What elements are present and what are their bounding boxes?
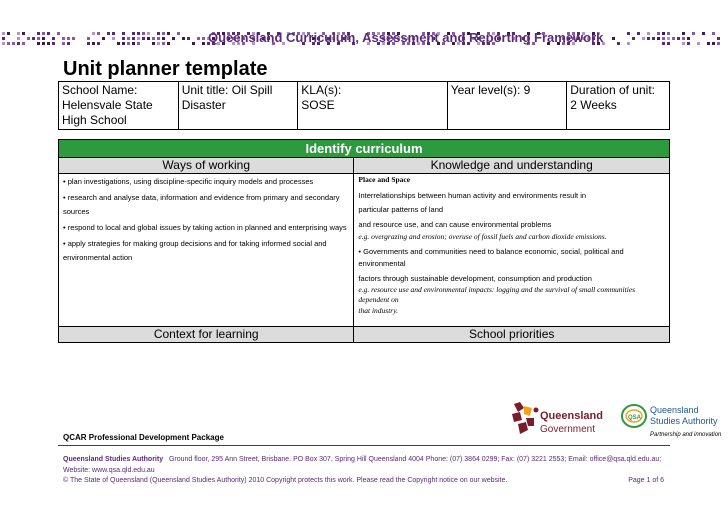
ways-of-working-heading: Ways of working: [59, 158, 354, 174]
duration-cell: Duration of unit: 2 Weeks: [567, 82, 670, 130]
copyright-text: © The State of Queensland (Queensland Studies Authority) 2010 Copyright protects this work. Please read the Copyright notice on our website.: [63, 477, 508, 484]
year-level-cell: Year level(s): 9: [447, 82, 567, 130]
unit-info-table: [58, 81, 670, 130]
page-number: Page 1 of 6: [628, 477, 664, 484]
footer-divider: [58, 445, 670, 446]
knowledge-content: [354, 174, 670, 327]
knowledge-text: factors through sustainable development, consumption and production: [358, 273, 592, 283]
knowledge-example: that industry.: [358, 306, 398, 315]
footer-copyright: [63, 477, 668, 484]
svg-text:Queensland: Queensland: [540, 410, 603, 422]
identify-curriculum-heading: Identify curriculum: [59, 140, 670, 158]
queensland-government-logo: [510, 400, 610, 440]
knowledge-text: • Governments and communities need to balance economic, social, political and environmental: [358, 246, 624, 268]
ways-item: • research and analyse data, information and evidence from primary and secondary sources: [63, 193, 340, 216]
knowledge-heading: Knowledge and understanding: [354, 158, 670, 174]
svg-text:QSA: QSA: [628, 415, 642, 421]
maroon-swirl-icon: [512, 402, 539, 434]
knowledge-example: e.g. resource use and environmental impacts: logging and the survival of small communities dependent on: [358, 285, 636, 304]
ways-item: • respond to local and global issues by taking action in planned and enterprising ways: [63, 223, 347, 232]
school-name-cell: School Name: Helensvale State High School: [59, 82, 179, 130]
strand-label: Place and Space: [358, 175, 411, 184]
curriculum-table: [58, 139, 670, 343]
footer-address: [63, 454, 668, 476]
context-for-learning-heading: Context for learning: [59, 327, 354, 343]
kla-cell: KLA(s): SOSE: [298, 82, 447, 130]
ways-item: • plan investigations, using discipline-specific inquiry models and processes: [63, 177, 314, 186]
framework-title: Queensland Curriculum, Assessment and Reporting Framework: [208, 30, 604, 45]
knowledge-text: particular patterns of land: [358, 205, 444, 214]
knowledge-text: and resource use, and can cause environmental problems: [358, 219, 552, 229]
address-text: Ground floor, 295 Ann Street, Brisbane. PO Box 307, Spring Hill Queensland 4004 Phone: (07) 3864 0299; Fax: (07) 3221 2553; Email: office@qsa.qld.edu.au; Website: www.qsa.qld.edu.au: [63, 456, 662, 474]
page-title: Unit planner template: [63, 58, 268, 80]
authority-name: Queensland Studies Authority: [63, 456, 164, 463]
knowledge-example: e.g. overgrazing and erosion; overuse of fossil fuels and carbon dioxide emissions.: [358, 232, 607, 241]
unit-title-cell: Unit title: Oil Spill Disaster: [178, 82, 298, 130]
ways-of-working-list: [59, 174, 354, 327]
svg-text:Partnership and innovation: Partnership and innovation: [650, 432, 722, 438]
qsa-swoosh-icon: [622, 405, 646, 427]
ways-item: • apply strategies for making group decisions and for taking informed social and environmental action: [63, 239, 327, 262]
package-label: QCAR Professional Development Package: [63, 433, 224, 442]
qsa-logo: [620, 400, 728, 446]
knowledge-text: Interrelationships between human activity and environments result in: [358, 190, 587, 200]
svg-text:Queensland: Queensland: [650, 405, 699, 415]
svg-text:Government: Government: [540, 424, 596, 435]
svg-text:Studies Authority: Studies Authority: [650, 416, 718, 426]
school-priorities-heading: School priorities: [354, 327, 670, 343]
